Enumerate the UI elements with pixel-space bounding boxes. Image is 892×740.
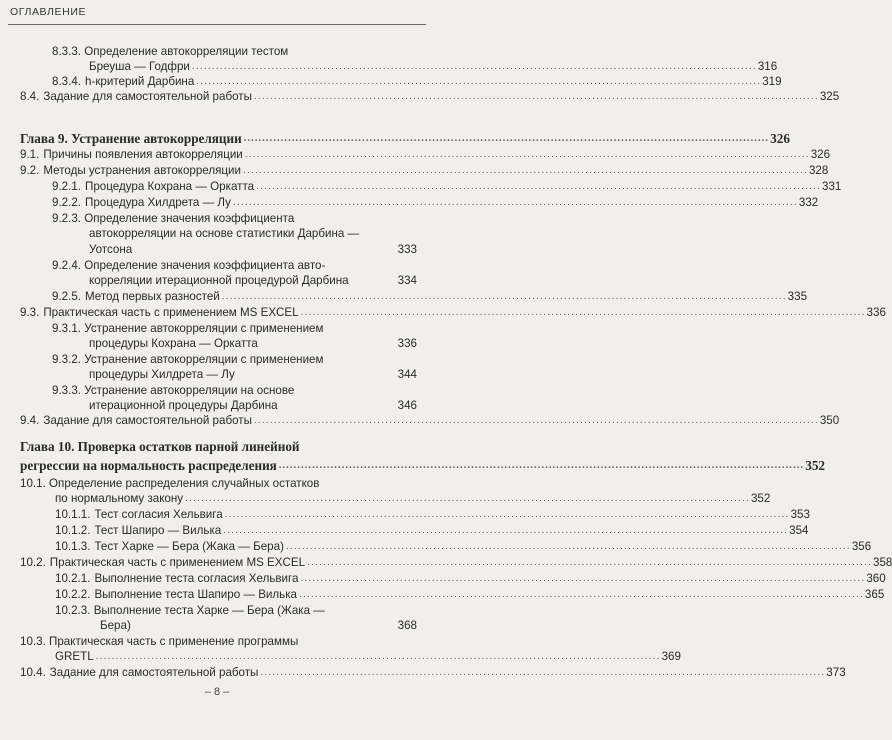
toc-page: 346 [397,399,417,412]
running-header: ОГЛАВЛЕНИЕ [10,6,87,18]
toc-text: Причины появления автокорреляции [43,148,243,161]
toc-text: корреляции итерационной процедурой Дарбина [89,274,349,287]
toc-number: 10.1.2. [55,524,91,537]
toc-text: Процедура Кохрана — Оркатта [85,180,255,193]
toc-entry-10-1-2[interactable] [55,524,809,538]
toc-entry-10-2-3[interactable] [100,619,417,633]
toc-entry-9-1[interactable] [20,148,831,162]
toc-entry-10-1[interactable] [55,492,771,506]
toc-entry-10-1-3[interactable] [55,540,872,554]
leader-dots: .............................................................................................................................................. [221,291,787,302]
toc-page: 319 [762,75,782,88]
toc-entry-9-3-3-line1 [52,384,294,398]
toc-page: 326 [770,131,790,146]
toc-text: h-критерий Дарбина [85,75,195,88]
toc-entry-9-2-3-line1 [52,212,294,226]
toc-entry-9-2[interactable] [20,164,829,178]
toc-number: 9.2.4. [52,259,82,272]
toc-entry-9-2-5[interactable] [52,290,808,304]
leader-dots: .............................................................................................................................................. [300,307,866,318]
toc-text: Тест Шапиро — Вилька [94,524,222,537]
toc-text: Практическая часть с применение программы [49,635,299,648]
toc-entry-9-4[interactable] [20,414,840,428]
toc-number: 9.3. [20,306,40,319]
toc-number: 10.1.1. [55,508,91,521]
leader-dots: .............................................................................................................................................. [253,415,819,426]
toc-page: 352 [750,492,771,505]
leader-dots: .............................................................................................................................................. [278,460,805,471]
toc-entry-10-1-line1 [20,477,319,491]
leader-dots: .............................................................................................................................................. [191,61,757,72]
toc-page: 358 [873,556,892,569]
toc-page: 356 [851,540,872,553]
toc-text: Выполнение теста Шапиро — Вилька [94,588,297,601]
toc-page: 316 [757,60,778,73]
toc-number: 9.2.2. [52,196,82,209]
toc-page: 350 [819,414,840,427]
toc-text: Определение значения коэффициента [84,212,295,225]
toc-chapter-10[interactable] [20,458,825,473]
toc-entry-8-4[interactable] [20,90,840,104]
toc-text: Глава 9. Устранение автокорреляции [20,131,242,146]
toc-entry-10-3[interactable] [55,650,681,664]
toc-number: 8.3.4. [52,75,82,88]
toc-entry-9-2-3[interactable] [89,243,417,257]
toc-text: регрессии на нормальность распределения [20,458,277,473]
toc-page: 353 [790,508,810,521]
toc-entry-9-3-3[interactable] [89,399,417,413]
toc-page: 369 [661,650,681,663]
toc-text: Уотсона [89,243,133,256]
leader-dots: .............................................................................................................................................. [196,76,762,87]
toc-chapter-10-line1: Глава 10. Проверка остатков парной линейной [20,439,300,454]
toc-page: 325 [819,90,840,103]
toc-number: 9.2. [20,164,40,177]
leader-dots: .............................................................................................................................................. [244,149,810,160]
toc-text: Определение распределения случайных остатков [49,477,320,490]
toc-text: по нормальному закону [55,492,184,505]
toc-number: 10.1.3. [55,540,91,553]
toc-page: 335 [787,290,808,303]
toc-number: 9.2.3. [52,212,82,225]
toc-page: 326 [810,148,831,161]
toc-entry-10-3-line1 [20,635,298,649]
toc-page: 331 [822,180,842,193]
toc-text: Выполнение теста Харке — Бера (Жака — [93,604,325,617]
toc-page: 373 [826,666,846,679]
toc-text: Бреуша — Годфри [89,60,190,73]
toc-number: 9.3.3. [52,384,82,397]
leader-dots: .............................................................................................................................................. [223,525,789,536]
toc-text: итерационной процедуры Дарбина [89,399,278,412]
toc-chapter-9[interactable] [20,131,790,146]
leader-dots: .............................................................................................................................................. [300,573,866,584]
toc-page: 354 [789,524,809,537]
toc-text: Устранение автокорреляции с применением [84,322,324,335]
toc-text: GRETL [55,650,94,663]
toc-number: 10.1. [20,477,46,490]
toc-text: Метод первых разностей [85,290,220,303]
toc-text: Задание для самостоятельной работы [49,666,259,679]
toc-page: 360 [866,572,886,585]
leader-dots: .............................................................................................................................................. [256,181,821,192]
toc-text: Устранение автокорреляции с применением [84,353,324,366]
toc-text: Процедура Хилдрета — Лу [85,196,231,209]
page-number: – 8 – [204,686,230,698]
leader-dots: .............................................................................................................................................. [253,91,819,102]
toc-entry-8-3-3-line1 [52,45,288,59]
leader-dots: .............................................................................................................................................. [260,667,826,678]
toc-text: Бера) [100,619,131,632]
toc-page: 344 [397,368,417,381]
toc-page: 328 [808,164,829,177]
toc-entry-9-3-1-line1 [52,322,323,336]
toc-number: 10.2.3. [55,604,91,617]
toc-entry-10-2[interactable] [20,556,892,570]
toc-entry-10-2-1[interactable] [55,572,886,586]
toc-entry-9-2-4-line1 [52,259,325,273]
toc-text: Выполнение теста согласия Хельвига [94,572,299,585]
leader-dots: .............................................................................................................................................. [224,509,790,520]
toc-text: процедуры Хилдрета — Лу [89,368,235,381]
toc-entry-9-3[interactable] [20,306,886,320]
toc-entry-10-2-3-line1 [55,604,325,618]
toc-entry-10-2-2[interactable] [55,588,885,602]
toc-text: Устранение автокорреляции на основе [84,384,295,397]
toc-entry-9-2-2[interactable] [52,196,819,210]
toc-page: 336 [866,306,886,319]
toc-number: 9.3.2. [52,353,82,366]
toc-text: Задание для самостоятельной работы [43,414,252,427]
leader-dots: .............................................................................................................................................. [232,197,798,208]
toc-number: 10.4. [20,666,46,679]
toc-number: 8.3.3. [52,45,82,58]
toc-entry-9-2-1[interactable] [52,180,842,194]
toc-text: Задание для самостоятельной работы [43,90,252,103]
toc-number: 10.2.1. [55,572,91,585]
leader-dots: .............................................................................................................................................. [95,651,661,662]
toc-number: 9.4. [20,414,40,427]
toc-number: 10.2. [20,556,46,569]
leader-dots: .............................................................................................................................................. [307,557,872,568]
toc-number: 10.3. [20,635,46,648]
toc-text: Практическая часть с применением MS EXCEL [49,556,306,569]
toc-page: 352 [805,458,825,473]
toc-text: Определение значения коэффициента авто- [84,259,326,272]
toc-entry-9-3-2-line1 [52,353,323,367]
toc-page: 334 [397,274,417,287]
toc-number: 9.2.1. [52,180,82,193]
toc-number: 9.3.1. [52,322,82,335]
toc-page: 368 [397,619,417,632]
toc-entry-9-3-2[interactable] [89,368,417,382]
toc-text: Определение автокорреляции тестом [84,45,289,58]
toc-page: 365 [864,588,885,601]
toc-number: 9.1. [20,148,40,161]
toc-entry-9-2-4[interactable] [89,274,417,288]
toc-number: 8.4. [20,90,40,103]
toc-page: 332 [798,196,819,209]
leader-dots: .............................................................................................................................................. [243,165,808,176]
toc-number: 9.2.5. [52,290,82,303]
leader-dots: .............................................................................................................................................. [185,493,750,504]
toc-number: 10.2.2. [55,588,91,601]
leader-dots: .............................................................................................................................................. [285,541,851,552]
toc-entry-10-1-1[interactable] [55,508,810,522]
toc-entry-8-3-4[interactable] [52,75,782,89]
toc-page: 336 [397,337,417,350]
toc-text: Тест согласия Хельвига [94,508,223,521]
toc-entry-10-4[interactable] [20,666,846,680]
toc-entry-9-2-3-line2: автокорреляции на основе статистики Дарбина — [89,227,360,240]
leader-dots: .............................................................................................................................................. [243,133,770,144]
toc-page: 333 [397,243,417,256]
toc-entry-9-3-1[interactable] [89,337,417,351]
toc-entry-8-3-3[interactable] [89,60,778,74]
leader-dots: .............................................................................................................................................. [299,589,864,600]
toc-text: Методы устранения автокорреляции [43,164,242,177]
header-rule [8,24,426,25]
toc-text: Практическая часть с применением MS EXCEL [43,306,299,319]
toc-text: Тест Харке — Бера (Жака — Бера) [94,540,284,553]
toc-text: процедуры Кохрана — Оркатта [89,337,258,350]
